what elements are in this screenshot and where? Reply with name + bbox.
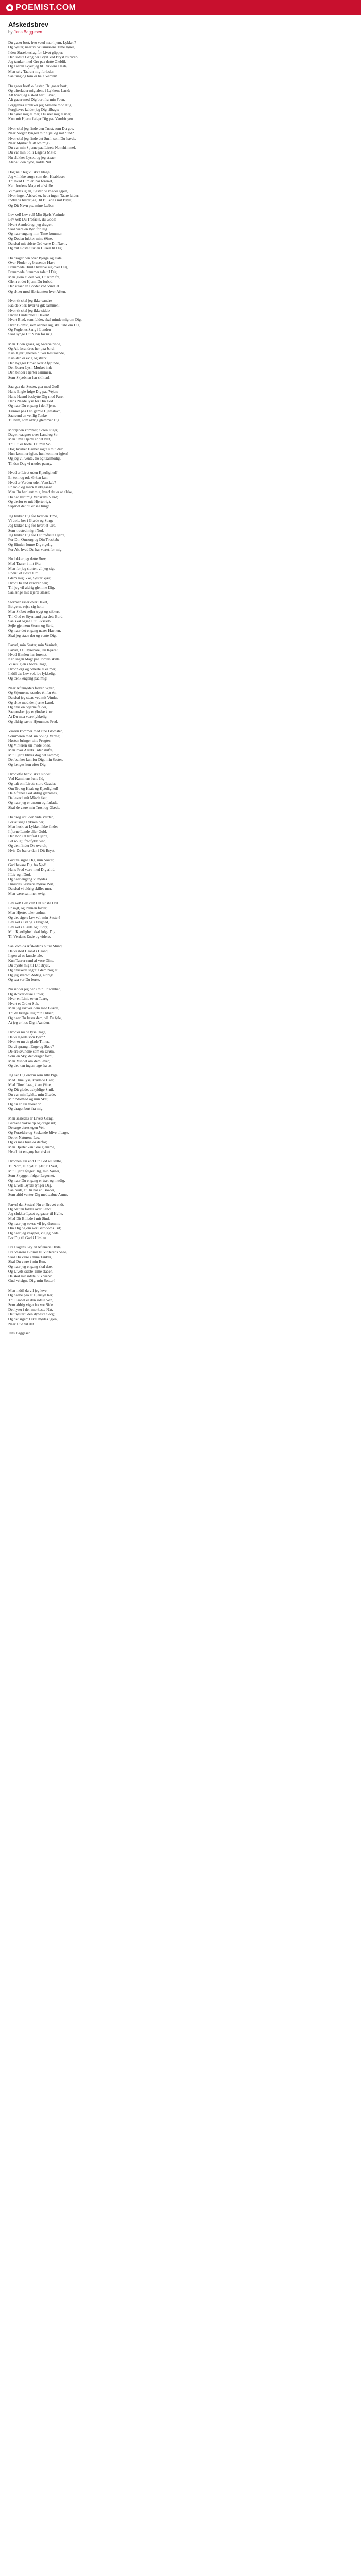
poem-line: For Dig til Gud i Himlen. bbox=[8, 1235, 47, 1240]
poem-line: Hver Blomst, som aabner sig, skal tale om Dig; bbox=[8, 322, 81, 327]
poem-line: Fra Dagens Gry til Aftenens Hvile, bbox=[8, 1245, 62, 1250]
stanza bbox=[8, 298, 163, 336]
poem-line: Jeg takker Dig for Dit trofaste Hjerte, bbox=[8, 532, 66, 537]
poem-line: For Alt, hvad Du har været for mig. bbox=[8, 547, 63, 552]
poem-line: Hvor skal jeg finde den Trøst, som Du gav, bbox=[8, 126, 74, 131]
poem-line: Thi jeg vil aldrig glemme Dig, bbox=[8, 585, 55, 590]
poem-line: Thi hvad Himlen har forenet, bbox=[8, 179, 53, 184]
poem-line: Og Dit Navn paa mine Læber. bbox=[8, 202, 55, 208]
poem-line: Kan ingen Magt paa Jorden skille. bbox=[8, 657, 61, 662]
poem-line: Hans Haand beskytte Dig mod Fare, bbox=[8, 394, 64, 399]
poem-line: Men indtil da vil jeg leve, bbox=[8, 1287, 48, 1293]
poem-line: Sommeren med sin Sol og Varme; bbox=[8, 733, 61, 738]
poem-line: Og Livets Byrde tynger Dig, bbox=[8, 1182, 52, 1188]
poem-line: Skal jeg staae der og vente Dig. bbox=[8, 633, 57, 638]
poem-line: Du gaaer bort, hvo veed naar hjem, Lykken? bbox=[8, 40, 76, 45]
poem-line: Og derfor er mit Hjerte rigt, bbox=[8, 499, 51, 504]
poem-line: Du var min Sol i Dagens Møie; bbox=[8, 150, 56, 155]
poem-line: Men Skibet sejler trygt og sikkert, bbox=[8, 609, 60, 614]
poem-line: Da vi sprang i Enge og Skov? bbox=[8, 1044, 54, 1049]
poem-line: Og længes kun efter Dig. bbox=[8, 762, 47, 767]
poem-line: Kan Jordens Magt ei adskille. bbox=[8, 183, 54, 189]
poem-line: Hvor er nu de glade Timer, bbox=[8, 1039, 50, 1044]
poem-line: Over Floder og brusende Hav; bbox=[8, 260, 55, 265]
poem-line: Og Vinteren sin hvide Snee. bbox=[8, 743, 51, 748]
poem-line: Og draget bort fra mig. bbox=[8, 1106, 44, 1111]
poem-line: Men husk, at Lykken ikke findes bbox=[8, 824, 58, 829]
poem-line: Og haabe paa et Gjensyn her; bbox=[8, 1293, 54, 1298]
poem-line: Det lyser i den mørkeste Nat, bbox=[8, 1307, 53, 1312]
poem-line: Saa kom da Afskedens bittre Stund, bbox=[8, 943, 63, 948]
stanza bbox=[8, 470, 163, 509]
poem-line: Alene i den dybe, kolde Nat. bbox=[8, 160, 52, 164]
poem-line: Om Tro og Haab og Kjærlighed! bbox=[8, 786, 58, 791]
poem-line: Jeg slukker Lyset og gaaer til Hvile, bbox=[8, 1211, 63, 1216]
poem-line: Høsten bringer sine Frugter, bbox=[8, 738, 52, 743]
byline bbox=[8, 30, 163, 35]
poem-signature: Jens Baggesen bbox=[8, 1331, 31, 1336]
poem-line: Vi delte her i Glæde og Sorg; bbox=[8, 518, 53, 523]
poem-line: Men før jeg slutter, vil jeg sige bbox=[8, 566, 56, 571]
poem-line: Dog hvisker Haabet sagte i mit Øre: bbox=[8, 446, 63, 451]
stanza bbox=[8, 1245, 163, 1283]
poem-line: Og det siger: I skal mødes igjen, bbox=[8, 1316, 58, 1321]
stanza bbox=[8, 256, 163, 294]
poem-line: Du var min Lykke, min Glæde, bbox=[8, 1092, 56, 1097]
poem-line: Hvor Sorg og Smerte ei er mer; bbox=[8, 666, 57, 671]
poem-line: Og naar jeg sover, vil jeg drømme bbox=[8, 1221, 60, 1226]
poem-line: Og Himlen lønne Dig rigelig bbox=[8, 542, 53, 547]
poem-line: Thi Haabet er den sidste Ven, bbox=[8, 1297, 53, 1302]
stanza bbox=[8, 126, 163, 164]
poem-line: Morgenen kommer, Solen stiger, bbox=[8, 427, 58, 432]
poem-line: Fremmede Stemmer tale til Dig. bbox=[8, 269, 58, 275]
poem-line: En tom og øde Ørken kun; bbox=[8, 475, 49, 480]
poem-line: De lever i mit Minde fast; bbox=[8, 795, 48, 801]
logo-text: POEMIST.COM bbox=[15, 3, 76, 12]
poem-line: Men Du har lært mig, hvad det er at elske, bbox=[8, 489, 73, 495]
poem-line: For Din Omsorg og Din Troskab; bbox=[8, 537, 59, 543]
poem-line: Med Dit Billede i mit Sind. bbox=[8, 1216, 50, 1221]
poem-line: Jeg takker Dig for hver en Time, bbox=[8, 513, 58, 518]
poem-line: Da skal mit sidste Ord være Dit Navn, bbox=[8, 241, 67, 246]
poem-line: Naar Gud vil det. bbox=[8, 1321, 35, 1326]
poem-line: Hvor tit skal jeg ikke vandre bbox=[8, 298, 52, 303]
poem-line: Mit Hjerte bliver dog det samme; bbox=[8, 752, 59, 757]
poem-line: Og hviskede sagte: Glem mig ei! bbox=[8, 968, 59, 973]
poem-line: Og Dit glade, uskyldige Smil. bbox=[8, 1087, 54, 1092]
poem-line: Den binder Hjerter sammen, bbox=[8, 370, 52, 375]
poem-line: Hver en Linie er en Taare, bbox=[8, 996, 48, 1001]
poem-line: Skal Du være i mine Tanker, bbox=[8, 1255, 52, 1259]
site-header bbox=[0, 0, 361, 15]
poem-line: Skal synge Dit Navn for mig. bbox=[8, 332, 54, 337]
poem-line: Stormen raser over Havet, bbox=[8, 599, 48, 604]
poem-line: Forgjæves kalder jeg Dig tilbage; bbox=[8, 107, 59, 112]
poem-line: Og naar jeg engang skal døe, bbox=[8, 1264, 53, 1269]
poem-line: Og naar jeg er ensom og forladt, bbox=[8, 800, 58, 805]
poem-line: Med Dine lyse, krøllede Haar, bbox=[8, 1077, 55, 1082]
poem-line: Glem ei det Hjem, Du forlod; bbox=[8, 279, 54, 284]
author-link[interactable]: Jens Baggesen bbox=[13, 30, 42, 35]
poem-line: Og naar Du engang i det Fjerne bbox=[8, 403, 57, 409]
poem-line: Det trøster i den dybeste Sorg; bbox=[8, 1312, 55, 1317]
poem-line: Alt hvad jeg elsked her i Livet, bbox=[8, 93, 56, 98]
poem-line: Min Kjærlighed skal følge Dig bbox=[8, 929, 56, 934]
poem-line: Som en Sky, der drager forbi; bbox=[8, 1054, 54, 1059]
poem-line: Den bærer Lys i Mørket ind; bbox=[8, 365, 52, 370]
poem-line: Kun den er evig og stærk. bbox=[8, 355, 48, 361]
poem-line: Men jeg skriver dem med Glæde, bbox=[8, 1006, 59, 1011]
poem-line: Lev vel! Lev vel! Min Sjæls Veninde, bbox=[8, 212, 66, 217]
poem-line: Den bygger Broer over Afgrunde, bbox=[8, 360, 60, 365]
stanza bbox=[8, 83, 163, 122]
poem-line: Til Verdens Ende og videre. bbox=[8, 934, 51, 939]
poem-line: Gud velsigne Dig, min Søster! bbox=[8, 1278, 55, 1283]
poem-line: Og nu er Du voxet op bbox=[8, 1101, 42, 1107]
poem-line: Og tænk engang paa mig! bbox=[8, 676, 48, 681]
poem-line: I fjerne Lande eller Guld. bbox=[8, 829, 47, 834]
poem-line: Endnu et sidste Ord: bbox=[8, 571, 40, 576]
logo-mark-icon bbox=[6, 4, 13, 11]
poem-line: Hvad Himlen har forenet, bbox=[8, 652, 47, 657]
poem-line: Da skal vi aldrig skilles mer, bbox=[8, 886, 52, 891]
stanza bbox=[8, 728, 163, 767]
stanza bbox=[8, 987, 163, 1025]
stanza bbox=[8, 1116, 163, 1154]
poem-line: Men Hjertet kan ikke glemme, bbox=[8, 1144, 55, 1149]
poem-line: Lev vel i Tid og i Evighed, bbox=[8, 920, 50, 925]
poem-line: Den sidste Gang der Bryst ved Bryst os rører? bbox=[8, 54, 79, 59]
poem-line: De ere svundne som en Drøm, bbox=[8, 1048, 55, 1054]
poem-line: Og naar Du læser dem, vil Du føle, bbox=[8, 1015, 62, 1021]
poem-line: Og skriver disse Linier; bbox=[8, 991, 44, 996]
poem-line: Med Taarer i mit Øie; bbox=[8, 561, 42, 566]
stanza bbox=[8, 1159, 163, 1197]
stanza bbox=[8, 212, 163, 250]
poem-line: Og efterlader mig alene i Lykkens Land; bbox=[8, 88, 70, 93]
poem-line: Hvorhen Du end Din Fod vil sætte, bbox=[8, 1159, 62, 1164]
poem-line: Fra Vaarens Blomst til Vinterens Snee, bbox=[8, 1249, 68, 1255]
poem-line: Du drog ud i den vide Verden, bbox=[8, 815, 55, 820]
poem-line: Og saa var Du borte. bbox=[8, 977, 40, 982]
poem-line: Tænker paa Din gamle Hjemstavn, bbox=[8, 408, 62, 413]
poem-line: I et roligt, fredfyldt Sind; bbox=[8, 838, 47, 843]
poem-line: Og skue mod det fjerne Land. bbox=[8, 700, 54, 705]
poem-line: Mit Hjerte følger Dig, min Søster, bbox=[8, 1168, 60, 1173]
poem-line: Da skal jeg staae ved mit Vindue bbox=[8, 695, 59, 700]
poem-line: Da skal mit sidste Suk være: bbox=[8, 1274, 52, 1279]
stanza bbox=[8, 342, 163, 380]
poem-line: Men saaledes er Livets Gang, bbox=[8, 1115, 54, 1121]
poem-line: At jeg er hos Dig i Aanden. bbox=[8, 1020, 51, 1025]
stanza bbox=[8, 815, 163, 853]
poem-line: Men i mit Hjerte er det Nat, bbox=[8, 437, 51, 442]
stanza bbox=[8, 772, 163, 810]
poem-line: Du gaaer bort! o Søster, Du gaaer bort, bbox=[8, 83, 68, 88]
poem-line: I den Skrækkeslag for Livet glipper, bbox=[8, 49, 63, 55]
poem-line: Og Alt forandres her paa Jord; bbox=[8, 346, 55, 351]
poem-line: Jeg tænker med Gru paa dette Øieblik bbox=[8, 59, 67, 64]
poem-line: Hinsides Gravens mørke Port, bbox=[8, 882, 55, 887]
poem-line: Og jeg svared: Aldrig, aldrig! bbox=[8, 972, 54, 977]
stanza bbox=[8, 686, 163, 724]
poem-line: I Liv og i Død. bbox=[8, 872, 31, 877]
poem-line: Og hvis en Stjerne falder, bbox=[8, 704, 47, 709]
poem-line: Lev vel! Lev vel! Det sidste Ord bbox=[8, 901, 58, 906]
poem-line: Og skuer mod Horizonten hver Aften. bbox=[8, 289, 67, 294]
stanza bbox=[8, 556, 163, 595]
poem-line: Saa send en venlig Tanke bbox=[8, 413, 47, 418]
article bbox=[8, 21, 163, 1341]
poem-line: Paa de Stier, hvor vi gik sammen; bbox=[8, 303, 60, 308]
poem-line: Hvor er nu de lyse Dage, bbox=[8, 1029, 46, 1035]
poem-line: Saalænge mit Hjerte slaaer. bbox=[8, 590, 50, 595]
stanza bbox=[8, 514, 163, 552]
poem-line: Da vi stod Haand i Haand; bbox=[8, 948, 49, 954]
poem-line: Ingen af os kunde tale, bbox=[8, 953, 43, 958]
stanza bbox=[8, 642, 163, 681]
poem-line: Hvad er Verden uden Venskab? bbox=[8, 480, 56, 485]
poem-line: Du drager hen over Bjerge og Dale, bbox=[8, 255, 63, 260]
poem-line: Naar Sorgen tynged min Sjæl og mit Sind? bbox=[8, 131, 74, 136]
poem-line: Da vi legede som Børn? bbox=[8, 1035, 45, 1040]
poem-line: Hvad er Livet uden Kjærlighed? bbox=[8, 470, 58, 476]
poem-line: Naar Mørket faldt om mig? bbox=[8, 140, 51, 145]
poem-line: Hvor Du end vandrer hen; bbox=[8, 580, 48, 585]
poem-line: Hvor ofte har vi ikke siddet bbox=[8, 771, 51, 776]
stanza bbox=[8, 170, 163, 208]
stanza bbox=[8, 384, 163, 422]
poem-line: Er sagt, og Pennen falder; bbox=[8, 905, 48, 910]
poem-line: Skal Du være i min Bøn. bbox=[8, 1259, 46, 1264]
stanza bbox=[8, 944, 163, 982]
poem-line: Der staaer en Broder ved Vinduet bbox=[8, 284, 59, 289]
poem-line: Skal være en Bøn for Dig. bbox=[8, 226, 48, 231]
stanza bbox=[8, 1288, 163, 1326]
poem-line: Jeg vil ikke sørge som den Haabløse; bbox=[8, 174, 65, 179]
poem-line: Det banker kun for Dig, min Søster, bbox=[8, 757, 63, 762]
poem-line: Og Fuglenes Sang i Lunden bbox=[8, 327, 51, 332]
poem-line: Kun Kjærligheden bliver bestaaende, bbox=[8, 351, 65, 356]
poem-line: Skal de være min Trøst og Glæde. bbox=[8, 805, 60, 810]
byline-prefix: by bbox=[8, 30, 13, 35]
poem-line: Saa ønsker jeg et Ønske kun: bbox=[8, 709, 53, 715]
poem-line: Sejle gjennem Storm og Strid; bbox=[8, 623, 55, 629]
poem-line: Og mit sidste Suk en Hilsen til Dig. bbox=[8, 246, 63, 251]
poem-line: Og talt om Livets store Gaader, bbox=[8, 781, 56, 786]
poem-line: Saa husk, at Du har en Broder, bbox=[8, 1188, 55, 1193]
poem-line: Til den Dag vi mødes paany. bbox=[8, 461, 52, 466]
poem-line: Som aldrig viger fra vor Side. bbox=[8, 1302, 54, 1307]
poem-line: Men Mindet om dem lever, bbox=[8, 1058, 50, 1063]
poem-line: Som altid venter Dig med aabne Arme. bbox=[8, 1192, 68, 1197]
poem-line: Hvis Du bærer den i Dit Bryst. bbox=[8, 848, 55, 853]
poem-line: Og det kan ingen tage fra os. bbox=[8, 1063, 53, 1068]
poem-line: Thi de bringe Dig min Hilsen; bbox=[8, 1010, 55, 1015]
poem-line: Farvel, min Søster, min Veninde, bbox=[8, 642, 59, 648]
poem-title: Afskedsbrev bbox=[8, 21, 49, 28]
stanza bbox=[8, 858, 163, 896]
poem-line: Og Taaren skyer jeg til Tvivlens Haab, bbox=[8, 64, 68, 69]
poem-line: Men hvor Aarets Tider skifte, bbox=[8, 748, 54, 753]
poem-line: Og naar det engang naaer Havnen, bbox=[8, 628, 61, 633]
poem-line: Og Natten falder over Land; bbox=[8, 1207, 52, 1212]
poem-line: Og vi maa bøie os derfor; bbox=[8, 1140, 47, 1145]
site-logo[interactable] bbox=[6, 3, 76, 12]
poem-line: Hans Fred være med Dig altid, bbox=[8, 867, 56, 872]
poem-line: En kold og mørk Kirkegaard. bbox=[8, 485, 53, 489]
poem-line: Og det siger: Lev vel, min Søster! bbox=[8, 915, 60, 920]
poem-line: Farvel da, Søster! Nu er Brevet endt, bbox=[8, 1201, 64, 1207]
poem-line: Kun Taarer rand af vore Øine. bbox=[8, 958, 54, 963]
poem-line: Nu slukkes Lyset, og jeg staaer bbox=[8, 155, 56, 160]
poem-line: Alt gaaer med Dig bort fra min Favn. bbox=[8, 97, 65, 103]
poem-line: Hans Engle følge Dig paa Vejen; bbox=[8, 389, 58, 394]
poem-line: Og Døden lukker mine Øine, bbox=[8, 236, 53, 241]
poem-line: Men selv Taaren mig forlader, bbox=[8, 69, 55, 74]
poem-line: Børnene vokse op og drage ud; bbox=[8, 1121, 56, 1126]
poem-line: Jeg takker Dig for hvert et Ord, bbox=[8, 523, 56, 528]
poem-line: Og jeg vil vente, tro og taalmodig, bbox=[8, 456, 61, 461]
poem-line: Dagen vaagner over Land og Sø; bbox=[8, 432, 59, 437]
poem-line: Lev vel! Du Trofaste, du Gode! bbox=[8, 217, 57, 222]
poem-line: Men Tiden gaaer, og Aarene rinde, bbox=[8, 341, 61, 346]
poem-line: Og Livets sidste Time slaaer, bbox=[8, 1268, 53, 1274]
poem-line: Du hører mig ei mer, Du seer mig ei mer, bbox=[8, 112, 71, 117]
poem-line: Glem mig ikke, Søster kjær, bbox=[8, 575, 52, 581]
poem-line: Og aldrig savne Hjemmets Fred. bbox=[8, 719, 58, 724]
poem-line: Ved Kaminens lune Ild, bbox=[8, 776, 44, 782]
poem-line: Men glem ei den Vei, Du kom fra, bbox=[8, 274, 61, 279]
poem-line: Vaaren kommer med sine Blomster, bbox=[8, 728, 63, 734]
poem-line: Nu lukker jeg dette Brev, bbox=[8, 556, 47, 562]
poem-line: Farvel, Du Dyrebare, Du Kjære! bbox=[8, 647, 58, 652]
poem-line: Thi Gud er Styrmand paa dets Bord. bbox=[8, 614, 64, 619]
stanza bbox=[8, 1202, 163, 1240]
poem-line: Til ham, som aldrig glemmer Dig. bbox=[8, 418, 60, 423]
poem-line: Med Dine blaae, klare Øine, bbox=[8, 1082, 52, 1087]
poem-line: Hvor skal jeg finde det Smil, som Du havde, bbox=[8, 135, 76, 141]
poem-line: Skjøndt det nu er saa tungt. bbox=[8, 504, 50, 509]
poem-line: Som Skjæbnen har skilt ad. bbox=[8, 375, 51, 380]
poem-line: Indtil da bærer jeg Dit Billede i mit Bryst, bbox=[8, 198, 73, 203]
stanza bbox=[8, 901, 163, 939]
poem-line: Og naar jeg vaagner, vil jeg bede bbox=[8, 1230, 59, 1235]
poem-line: For at søge Lykken der; bbox=[8, 819, 45, 824]
poem-line: Hvad det engang har elsket. bbox=[8, 1149, 51, 1154]
poem-line: Thi Du er borte, Du min Sol. bbox=[8, 442, 53, 447]
poem-line: Bølgerne rejse sig høit; bbox=[8, 604, 44, 609]
stanza bbox=[8, 1073, 163, 1111]
poem-line: Lev vel i Glæde og i Sorg; bbox=[8, 924, 49, 929]
poem-line: Om Dig og om vor Barndoms Tid; bbox=[8, 1226, 61, 1231]
poem-line: Og Søster, naar vi Skilsmissens Time hører, bbox=[8, 45, 75, 50]
poem-line: Saa tung og tom er hele Verden! bbox=[8, 73, 58, 78]
poem-line: Hvert Blad, som falder, skal minde mig om Dig, bbox=[8, 317, 82, 323]
poem-line: Dog nei! Jeg vil ikke klage, bbox=[8, 169, 51, 174]
poem-line: Hans Naade lyse for Din Fod. bbox=[8, 398, 54, 403]
stanza bbox=[8, 40, 163, 78]
poem-line: Vi ses igjen i bedre Dage, bbox=[8, 662, 47, 667]
poem-line: Du var min Stjerne paa Livets Nattehimmel, bbox=[8, 145, 76, 150]
stanza bbox=[8, 600, 163, 638]
poem-line: De Aftener skal aldrig glemmes, bbox=[8, 790, 58, 795]
poem-line: Og Stjernerne tændes én for én, bbox=[8, 690, 57, 696]
poem-line: Min Stolthed og min Skat; bbox=[8, 1096, 49, 1101]
poem-line: Saa gaa da, Søster, gaa med Gud! bbox=[8, 384, 60, 389]
stanza bbox=[8, 428, 163, 466]
poem-line: Nu sidder jeg her i min Ensomhed, bbox=[8, 987, 62, 992]
poem-line: Hvor tit skal jeg ikke sidde bbox=[8, 308, 50, 313]
stanza bbox=[8, 1030, 163, 1068]
poem-line: Under Lindetræet i Haven! bbox=[8, 312, 50, 317]
poem-line: Forgjæves strækker jeg Armene mod Dig, bbox=[8, 102, 72, 107]
poem-line: Hvert et Ord et Suk. bbox=[8, 1001, 39, 1006]
poem-line: Fremmede Himle hvælve sig over Dig, bbox=[8, 265, 68, 270]
poem-line: Saa skal ogsaa Dit Livsskib bbox=[8, 618, 51, 623]
poem-line: Den bor i et trofast Hjerte, bbox=[8, 834, 48, 839]
poem-line: Du trykte mig til Dit Bryst, bbox=[8, 962, 50, 968]
poem-line: Og naar engang vi mødes bbox=[8, 876, 47, 882]
poem-line: Som trøsted mig i Nød. bbox=[8, 528, 44, 533]
poem-line: Naar Aftenrøden farver Skyen, bbox=[8, 685, 56, 690]
poem-line: Du har lært mig Venskabs Værd; bbox=[8, 494, 58, 499]
poem-line: Og Forældre og Søskende blive tilbage. bbox=[8, 1130, 69, 1135]
poem-line: Indtil da: Lev vel, lev lykkelig, bbox=[8, 671, 56, 676]
poem-line: Men være sammen evig. bbox=[8, 891, 46, 896]
poem-line: Og naar Du engang er træt og mødig, bbox=[8, 1178, 65, 1183]
poem-line: Hvert Aandedrag, jeg drager, bbox=[8, 222, 53, 227]
poem-line: Hvor ingen Afsked er, hvor ingen Taare falder; bbox=[8, 193, 80, 198]
poem-line: Det er Naturens Lov, bbox=[8, 1135, 40, 1140]
poem-line: Kun mit Hjerte følger Dig paa Vandringen. bbox=[8, 116, 74, 122]
poem-line: Som Skyggen følger Legemet. bbox=[8, 1173, 55, 1178]
poem-line: Gud bevare Dig fra Nød! bbox=[8, 862, 47, 868]
poem-line: Til Nord, til Syd, til Øst, til Vest, bbox=[8, 1163, 58, 1168]
poem-line: Gud velsigne Dig, min Søster, bbox=[8, 857, 55, 862]
poem-line: Hun kommer igjen, hun kommer igjen! bbox=[8, 451, 69, 456]
poem-line: Og naar engang min Time kommer, bbox=[8, 231, 63, 236]
poem-body bbox=[8, 40, 163, 1336]
poem-line: Jeg ser Dig endnu som lille Pige, bbox=[8, 1073, 59, 1078]
poem-line: Og den finder Du overalt, bbox=[8, 843, 48, 848]
poem-line: Men Hjertet taler endnu, bbox=[8, 910, 46, 915]
poem-line: At Du maa være lykkelig bbox=[8, 714, 47, 719]
poem-line: Vi mødes igjen, Søster, vi mødes igjen, bbox=[8, 188, 68, 193]
poem-line: De søge deres egen Vei, bbox=[8, 1125, 45, 1130]
